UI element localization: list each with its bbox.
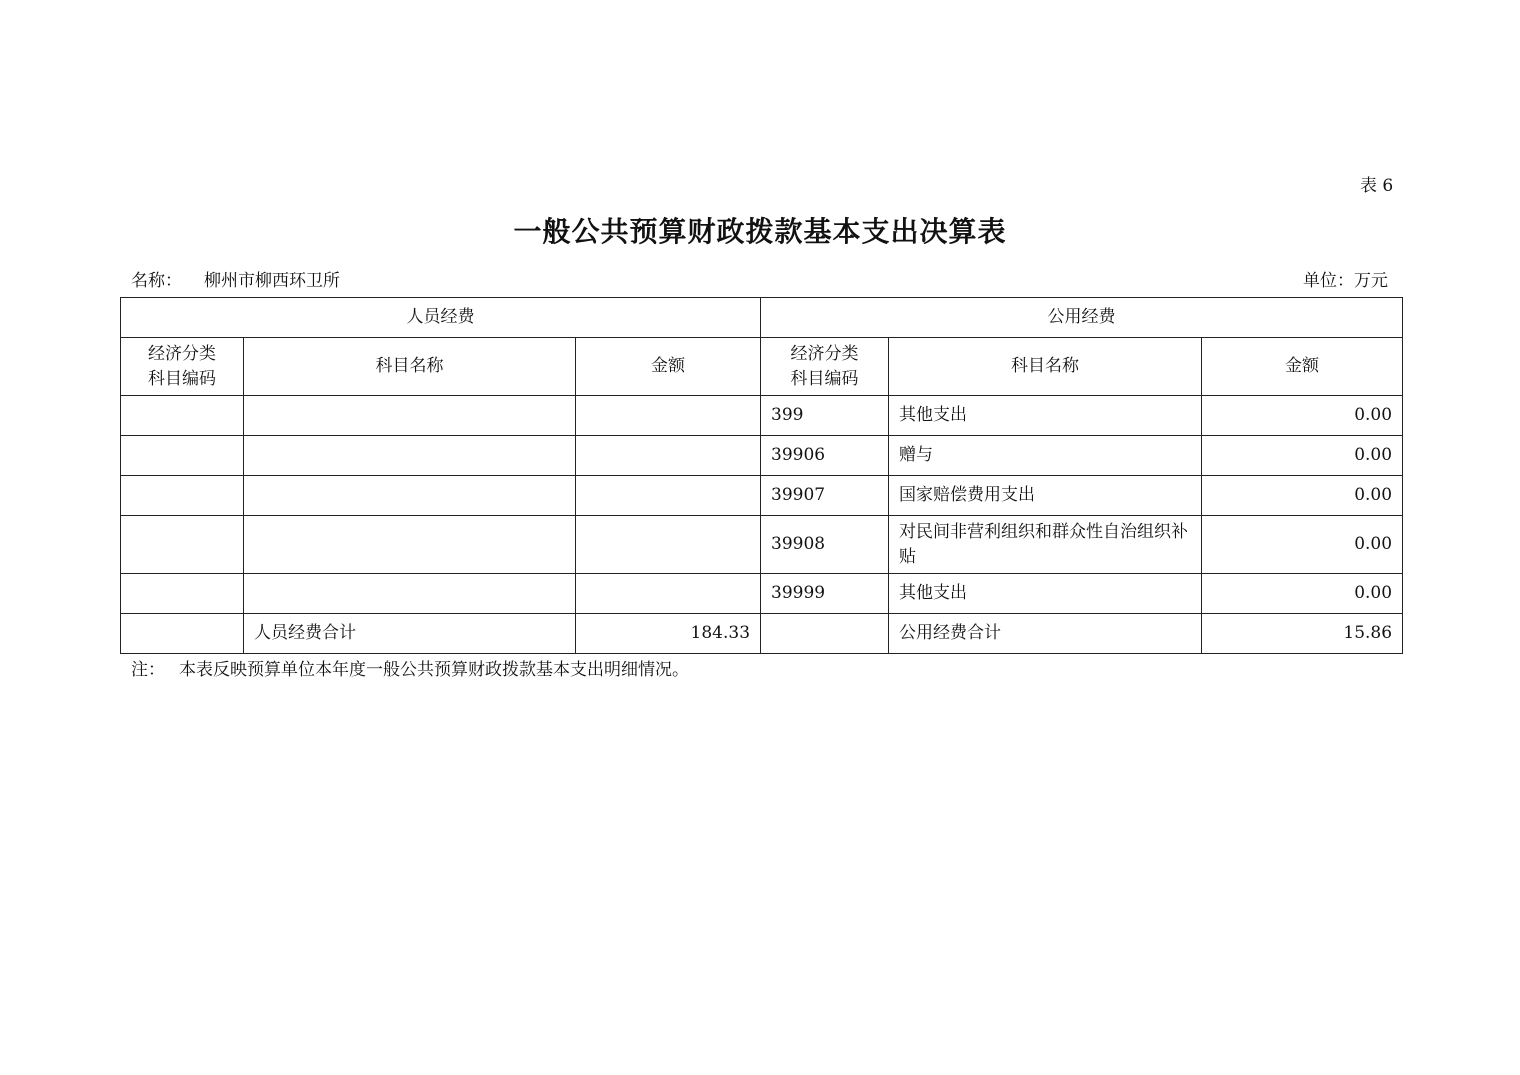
g-code-cell: 39999 — [761, 574, 889, 614]
p-amount-cell — [576, 574, 761, 614]
p-code-header: 经济分类 科目编码 — [121, 338, 244, 396]
g-amount-cell: 0.00 — [1202, 516, 1403, 574]
g-amount-cell: 0.00 — [1202, 476, 1403, 516]
g-code-cell: 39907 — [761, 476, 889, 516]
g-amount-cell: 0.00 — [1202, 436, 1403, 476]
g-amount-cell: 0.00 — [1202, 396, 1403, 436]
g-amount-cell: 0.00 — [1202, 574, 1403, 614]
personnel-header: 人员经费 — [121, 298, 761, 338]
g-code-cell: 399 — [761, 396, 889, 436]
g-name-cell: 国家赔偿费用支出 — [889, 476, 1202, 516]
public-total-amount: 15.86 — [1202, 614, 1403, 654]
table-row — [121, 476, 1403, 516]
table-row — [121, 574, 1403, 614]
g-name-cell: 其他支出 — [889, 574, 1202, 614]
table-row — [121, 516, 1403, 574]
footnote — [131, 655, 689, 680]
personnel-total-amount: 184.33 — [576, 614, 761, 654]
g-code-header: 经济分类 科目编码 — [761, 338, 889, 396]
p-amount-cell — [576, 476, 761, 516]
p-amount-cell — [576, 516, 761, 574]
expenditure-table — [120, 297, 1403, 654]
g-name-cell: 赠与 — [889, 436, 1202, 476]
p-amount-cell — [576, 436, 761, 476]
g-code-cell: 39906 — [761, 436, 889, 476]
public-total-label: 公用经费合计 — [889, 614, 1202, 654]
org-label: 名称： — [131, 271, 182, 291]
table-row — [121, 436, 1403, 476]
g-code-cell: 39908 — [761, 516, 889, 574]
p-name-cell — [244, 516, 576, 574]
p-code-cell — [121, 574, 244, 614]
g-name-cell: 其他支出 — [889, 396, 1202, 436]
p-name-cell — [244, 436, 576, 476]
g-amount-header: 金额 — [1202, 338, 1403, 396]
note-label: 注： — [131, 660, 165, 680]
note-text: 本表反映预算单位本年度一般公共预算财政拨款基本支出明细情况。 — [179, 660, 689, 680]
table-row — [121, 396, 1403, 436]
page-title: 一般公共预算财政拨款基本支出决算表 — [513, 215, 1007, 248]
personnel-total-label: 人员经费合计 — [244, 614, 576, 654]
p-code-cell — [121, 476, 244, 516]
org-name: 柳州市柳西环卫所 — [204, 271, 340, 291]
p-name-header: 科目名称 — [244, 338, 576, 396]
table-number: 表 6 — [1360, 176, 1394, 196]
public-header: 公用经费 — [761, 298, 1403, 338]
column-header-row — [121, 338, 1403, 396]
p-amount-cell — [576, 396, 761, 436]
p-amount-header: 金额 — [576, 338, 761, 396]
p-name-cell — [244, 574, 576, 614]
g-name-header: 科目名称 — [889, 338, 1202, 396]
p-code-cell — [121, 436, 244, 476]
p-code-cell — [121, 516, 244, 574]
p-total-code-cell — [121, 614, 244, 654]
totals-row — [121, 614, 1403, 654]
org-info — [131, 266, 340, 291]
p-name-cell — [244, 476, 576, 516]
unit-label: 单位：万元 — [1303, 271, 1388, 291]
g-total-code-cell — [761, 614, 889, 654]
g-name-cell: 对民间非营利组织和群众性自治组织补贴 — [889, 516, 1202, 574]
p-name-cell — [244, 396, 576, 436]
group-header-row — [121, 298, 1403, 338]
p-code-cell — [121, 396, 244, 436]
